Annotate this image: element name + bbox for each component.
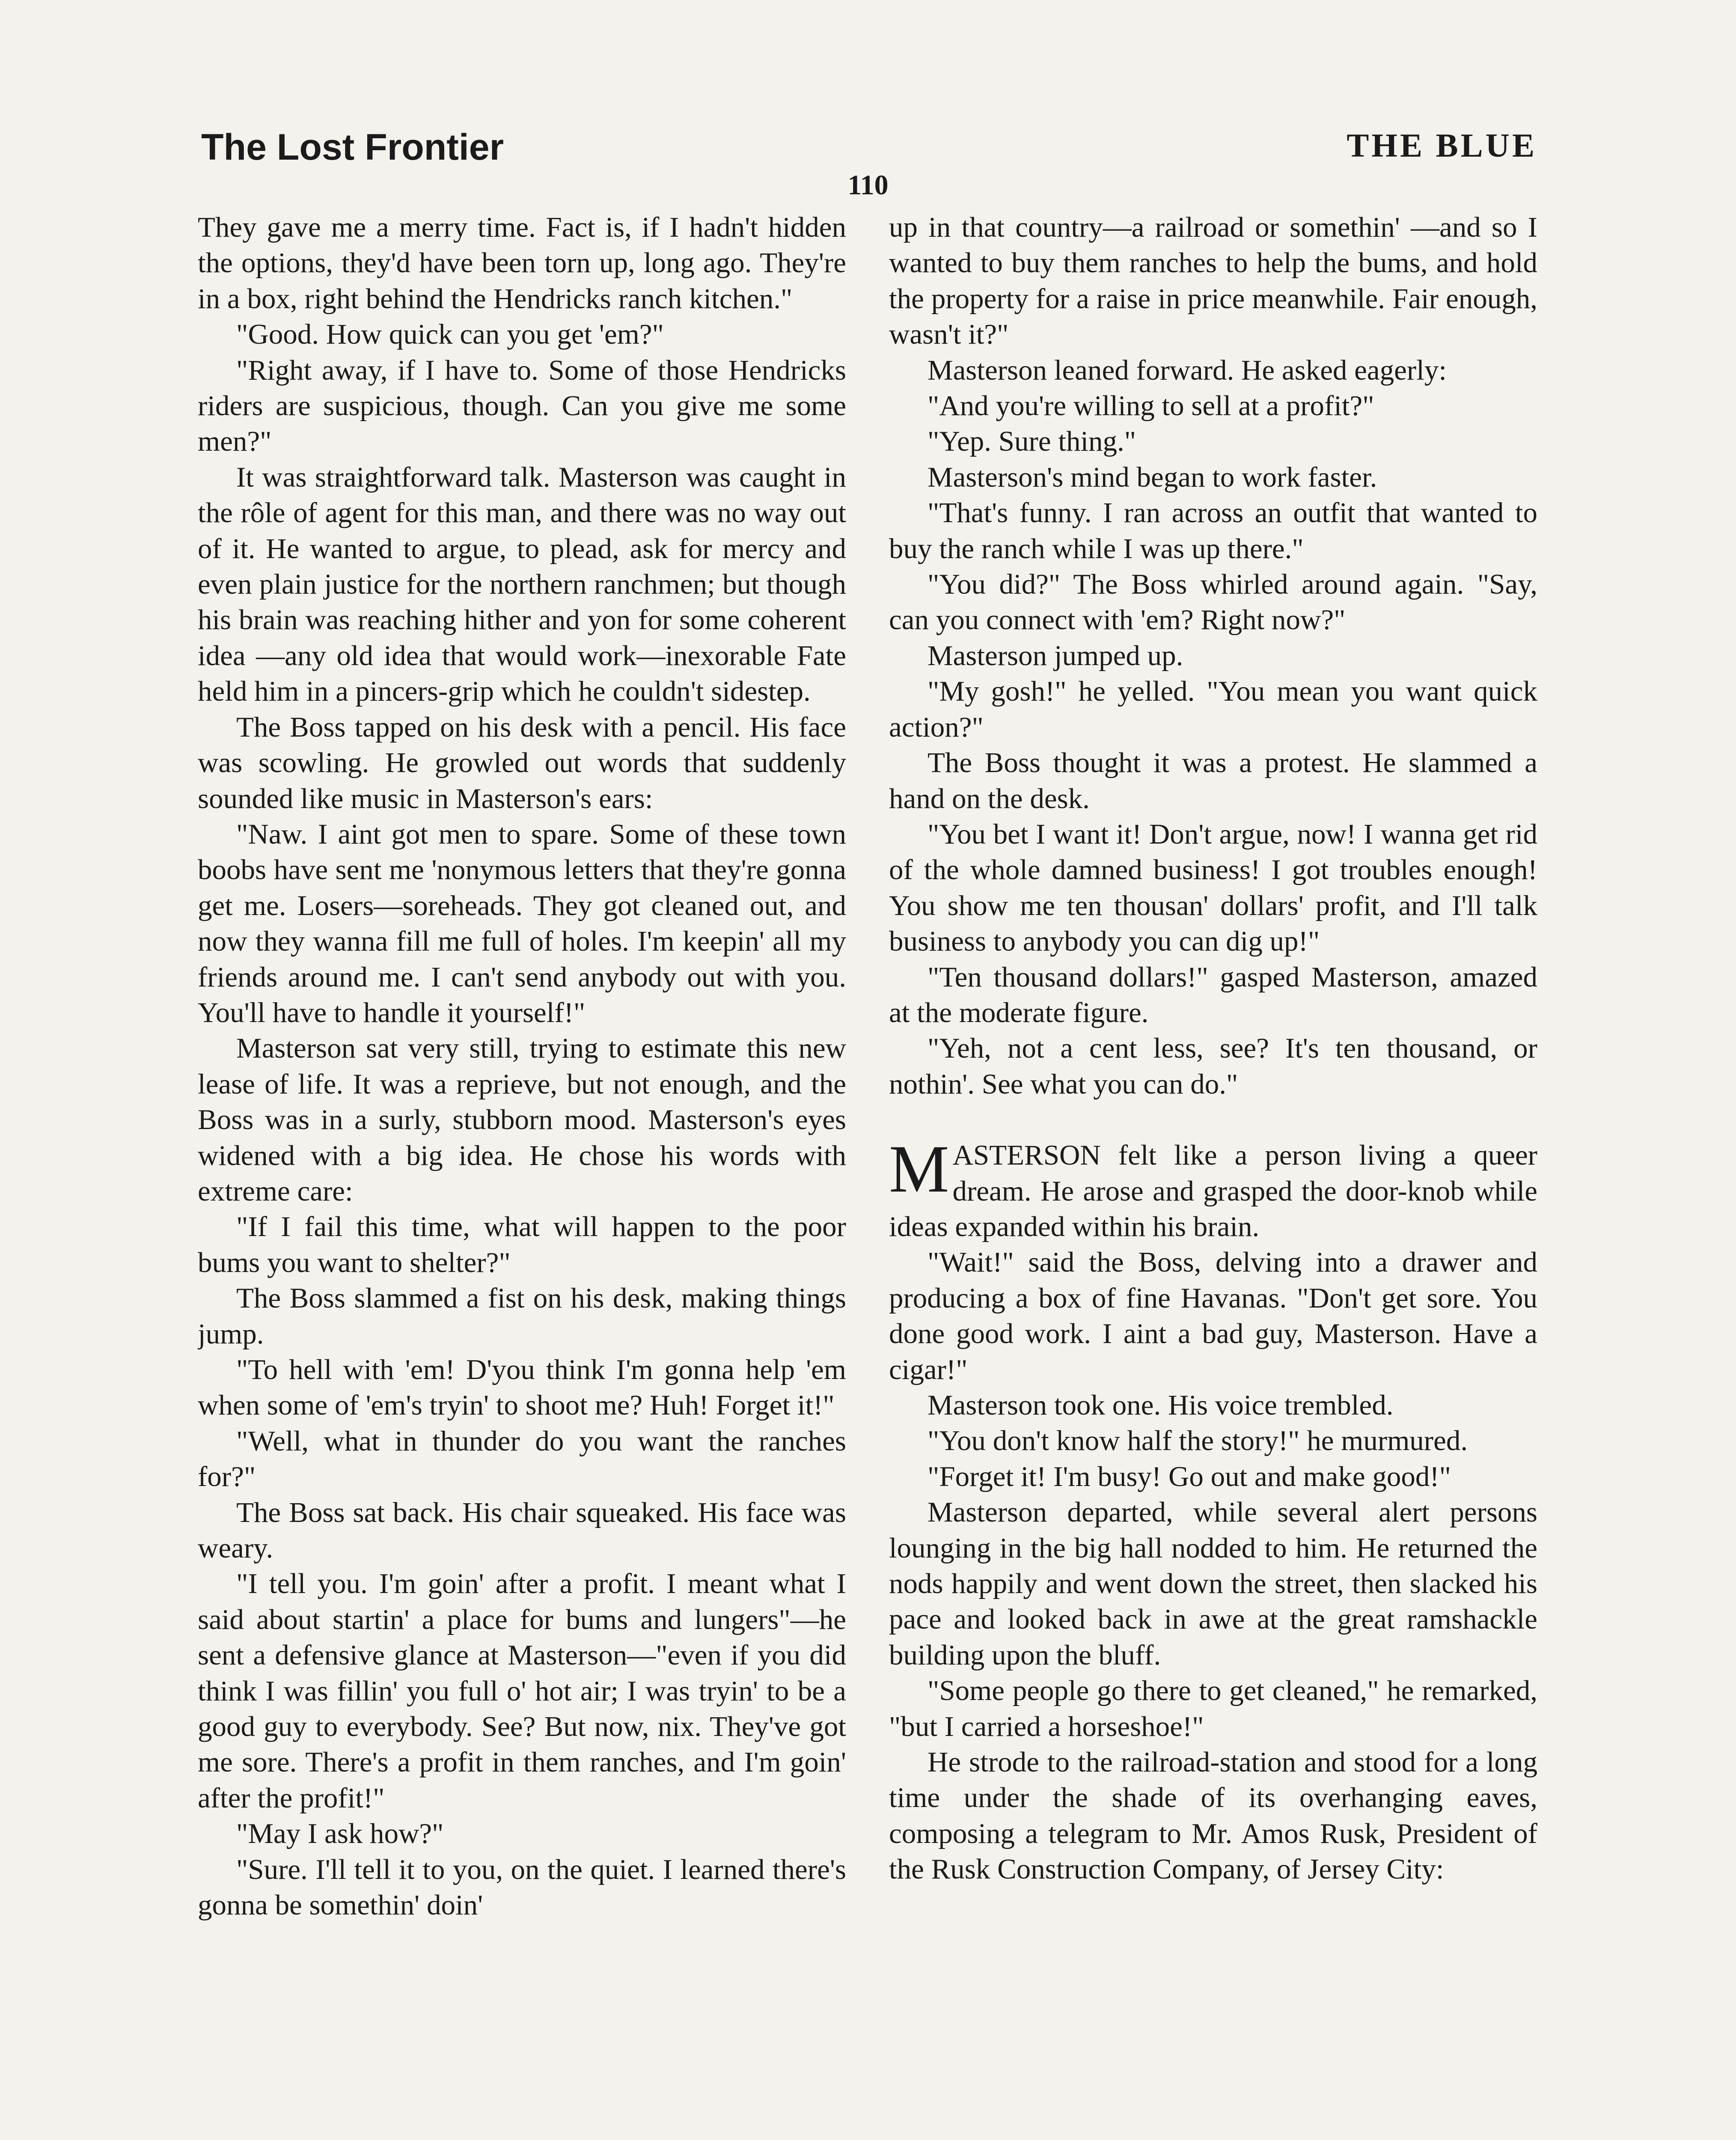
drop-cap: M [889, 1132, 949, 1207]
paragraph: "Good. How quick can you get 'em?" [236, 318, 664, 351]
paragraph: "You did?" The Boss whirled around again. "Say, can you connect with 'em? Right now?" [889, 568, 1537, 636]
paragraph: "May I ask how?" [236, 1818, 444, 1850]
story-title: The Lost Frontier [201, 127, 504, 168]
paragraph: Masterson leaned forward. He asked eagerly: [927, 354, 1447, 386]
paragraph: up in that country—a railroad or somethin' —and so I wanted to buy them ranches to help the bums, and hold the property for a raise in price meanwhile. Fair enough, wasn't it?" [889, 211, 1537, 351]
paragraph: "Yeh, not a cent less, see? It's ten thousand, or nothin'. See what you can do." [889, 1032, 1537, 1100]
paragraph: The Boss sat back. His chair squeaked. His face was weary. [198, 1496, 846, 1564]
paragraph: Masterson took one. His voice trembled. [927, 1389, 1394, 1421]
paragraph: Masterson sat very still, trying to estimate this new lease of life. It was a reprieve, but not enough, and the Boss was in a surly, stubborn mood. Masterson's eyes widened with a big idea. He chose his words with extreme care: [198, 1032, 846, 1207]
paragraph: "Naw. I aint got men to spare. Some of these town boobs have sent me 'nonymous letters that they're gonna get me. Losers—soreheads. They got cleaned out, and now they wanna fill me full of holes. I'm keepin' all my friends around me. I can't send anybody out with you. You'll have to handle it yourself!" [198, 818, 846, 1028]
paragraph: "That's funny. I ran across an outfit that wanted to buy the ranch while I was up there." [889, 497, 1537, 565]
paragraph: "Yep. Sure thing." [927, 425, 1136, 458]
paragraph: "Sure. I'll tell it to you, on the quiet. I learned there's gonna be somethin' doin' [198, 1853, 846, 1921]
paragraph: Masterson's mind began to work faster. [927, 461, 1377, 493]
paragraph: "Well, what in thunder do you want the ranches for?" [198, 1425, 846, 1493]
paragraph: "I tell you. I'm goin' after a profit. I meant what I said about startin' a place for bums and lungers"—he sent a defensive glance at Masterson—"even if you did think I was fillin' you full o' hot air; I was tryin' to be a good guy to everybody. See? But now, nix. They've got me sore. There's a profit in them ranches, and I'm goin' after the profit!" [198, 1568, 846, 1814]
section-opening-paragraph [889, 1132, 1537, 1245]
paragraph: Masterson departed, while several alert persons lounging in the big hall nodded to him. He returned the nods happily and went down the street, then slacked his pace and looked back in awe at the great ramshackle building upon the bluff. [889, 1496, 1537, 1671]
paragraph: "My gosh!" he yelled. "You mean you want quick action?" [889, 675, 1537, 743]
drop-cap-paragraph-text: ASTERSON felt like a person living a queer dream. He arose and grasped the door-knob while ideas expanded within his brain. [889, 1139, 1537, 1242]
paragraph: The Boss tapped on his desk with a pencil. His face was scowling. He growled out words that suddenly sounded like music in Masterson's ears: [198, 711, 846, 814]
page-number: 110 [847, 169, 889, 201]
paragraph: They gave me a merry time. Fact is, if I hadn't hidden the options, they'd have been torn up, long ago. They're in a box, right behind the Hendricks ranch kitchen." [198, 211, 846, 315]
paragraph: "If I fail this time, what will happen to the poor bums you want to shelter?" [198, 1211, 846, 1278]
paragraph: "Wait!" said the Boss, delving into a drawer and producing a box of fine Havanas. "Don't get sore. You done good work. I aint a bad guy, Masterson. Have a cigar!" [889, 1246, 1537, 1385]
left-column [198, 210, 846, 2140]
paragraph: He strode to the railroad-station and stood for a long time under the shade of its overhanging eaves, composing a telegram to Mr. Amos Rusk, President of the Rusk Construction Company, of Jersey City: [889, 1746, 1537, 1885]
paragraph: "To hell with 'em! D'you think I'm gonna help 'em when some of 'em's tryin' to shoot me? Huh! Forget it!" [198, 1354, 846, 1421]
paragraph: "And you're willing to sell at a profit?" [927, 390, 1374, 422]
paragraph: "Right away, if I have to. Some of those Hendricks riders are suspicious, though. Can you give me some men?" [198, 354, 846, 458]
paragraph: "Ten thousand dollars!" gasped Masterson, amazed at the moderate figure. [889, 961, 1537, 1028]
text-columns [198, 210, 1540, 2140]
right-column [889, 210, 1537, 2140]
paragraph: "You bet I want it! Don't argue, now! I wanna get rid of the whole damned business! I got troubles enough! You show me ten thousan' dollars' profit, and I'll talk business to anybody you can dig up!" [889, 818, 1537, 957]
paragraph: "Some people go there to get cleaned," he remarked, "but I carried a horseshoe!" [889, 1675, 1537, 1742]
paragraph: The Boss thought it was a protest. He slammed a hand on the desk. [889, 747, 1537, 814]
paragraph: The Boss slammed a fist on his desk, making things jump. [198, 1282, 846, 1350]
magazine-name: THE BLUE [1347, 127, 1537, 164]
paragraph: It was straightforward talk. Masterson was caught in the rôle of agent for this man, and there was no way out of it. He wanted to argue, to plead, ask for mercy and even plain justice for the northern ranchmen; but though his brain was reaching hither and yon for some coherent idea —any old idea that would work—inexorable Fate held him in a pincers-grip which he couldn't sidestep. [198, 461, 846, 707]
paragraph: "Forget it! I'm busy! Go out and make good!" [927, 1460, 1451, 1492]
paragraph: Masterson jumped up. [927, 639, 1183, 672]
paragraph: "You don't know half the story!" he murmured. [927, 1425, 1468, 1457]
